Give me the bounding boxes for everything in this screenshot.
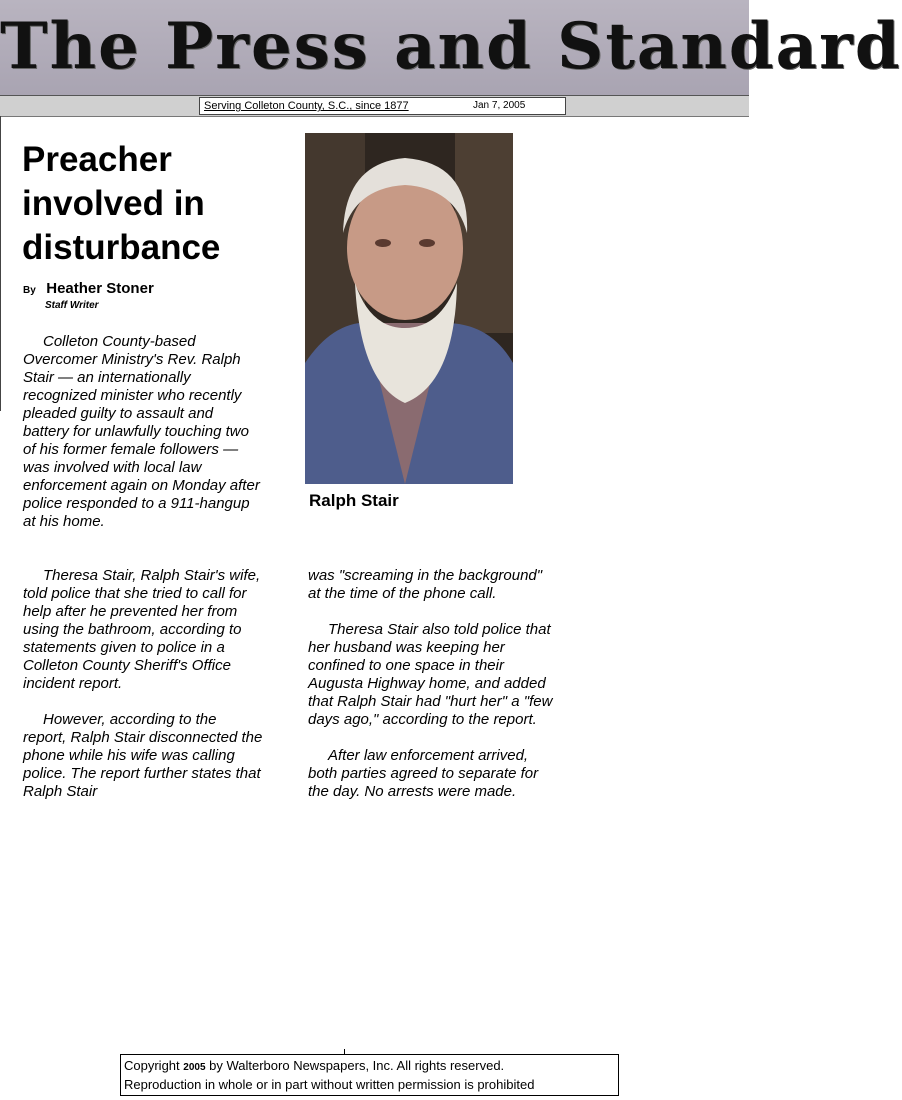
paragraph-3: However, according to the report, Ralph Stair disconnected the phone while his wife was calling police. The report further states that Ralph Stair xyxy=(23,711,263,800)
masthead-title: The Press and Standard xyxy=(0,9,902,84)
copyright-year: 2005 xyxy=(183,1062,206,1073)
column-left-top xyxy=(23,333,263,531)
dateline-bar xyxy=(0,95,749,117)
copyright-owner: by Walterboro Newspapers, Inc. All rights reserved. xyxy=(209,1058,505,1073)
author-name: Heather Stoner xyxy=(46,280,154,297)
paragraph-5: Theresa Stair also told police that her husband was keeping her confined to one space in their Augusta Highway home, and added that Ralph Stair had "hurt her" a "few days ago," according to the report. xyxy=(308,621,553,728)
photo-caption: Ralph Stair xyxy=(309,491,399,510)
paragraph-1: Colleton County-based Overcomer Ministry's Rev. Ralph Stair — an internationally recognized minister who recently pleaded guilty to assault and battery for unlawfully touching two of his former female followers — was involved with local law enforcement again on Monday after police responded to a 911-hangup at his home. xyxy=(23,333,260,530)
author-role: Staff Writer xyxy=(45,300,99,311)
copyright-prefix: Copyright xyxy=(124,1058,180,1073)
headline: Preacher involved in disturbance xyxy=(22,140,221,267)
top-rule xyxy=(0,116,749,117)
column-right xyxy=(308,567,553,801)
paragraph-4: was "screaming in the background" at the time of the phone call. xyxy=(308,567,543,602)
copyright-line-2: Reproduction in whole or in part without written permission is prohibited xyxy=(124,1077,535,1092)
portrait-photo xyxy=(305,133,513,484)
copyright-notice xyxy=(120,1054,619,1096)
copyright-line-1 xyxy=(124,1057,615,1076)
issue-date: Jan 7, 2005 xyxy=(473,100,526,111)
left-rule xyxy=(0,116,1,411)
paragraph-2: Theresa Stair, Ralph Stair's wife, told police that she tried to call for help after he prevented her from using the bathroom, according to statements given to police in a Colleton County Sheriff's Office incident report. xyxy=(23,567,261,692)
masthead xyxy=(0,0,902,95)
byline xyxy=(23,280,154,298)
byline-prefix: By xyxy=(23,285,36,296)
column-left-bottom xyxy=(23,567,263,801)
dateline xyxy=(199,97,566,115)
paragraph-6: After law enforcement arrived, both parties agreed to separate for the day. No arrests were made. xyxy=(308,747,539,800)
serving-text: Serving Colleton County, S.C., since 1877 xyxy=(204,100,409,112)
